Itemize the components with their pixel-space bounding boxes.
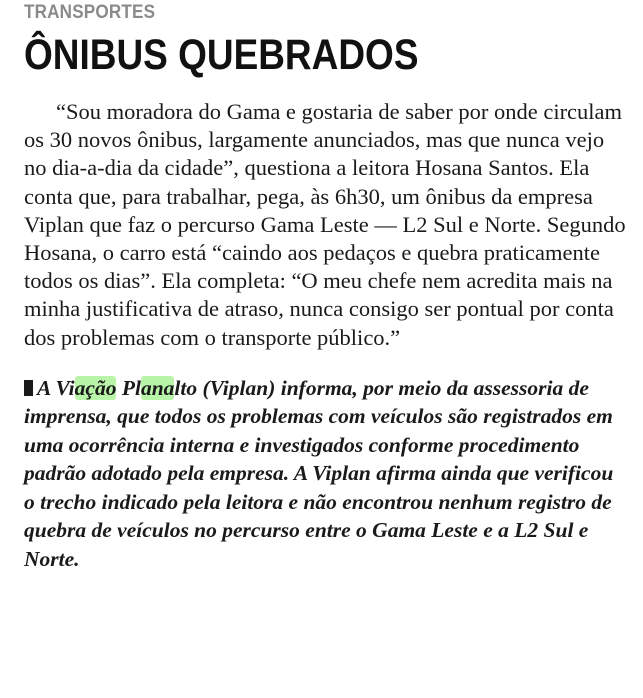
- paragraph-marker-icon: [24, 380, 33, 396]
- reply-rest: lto (Viplan) informa, por meio da assessoria de imprensa, que todos os problemas com veículos são registrados em uma ocorrência interna e investigados conforme procedimento padrão adotado pela empresa. A Viplan afirma ainda que verificou o trecho indicado pela leitora e não encontrou nenhum registro de quebra de veículos no percurso entre o Gama Leste e a L2 Sul e Norte.: [24, 375, 614, 571]
- article-body: “Sou moradora do Gama e gostaria de saber por onde circulam os 30 novos ônibus, largamente anunciados, mas que nunca vejo no dia-a-dia da cidade”, questiona a leitora Hosana Santos. Ela conta que, para trabalhar, pega, às 6h30, um ônibus da empresa Viplan que faz o percurso Gama Leste — L2 Sul e Norte. Segundo Hosana, o carro está “caindo aos pedaços e quebra praticamente todos os dias”. Ela completa: “O meu chefe nem acredita mais na minha justificativa de atraso, nunca consigo ser pontual por conta dos problemas com o transporte público.”: [24, 99, 626, 350]
- highlighted-text: ação: [74, 375, 117, 400]
- highlighted-text: ana: [140, 375, 175, 400]
- section-label: TRANSPORTES: [24, 2, 156, 23]
- headline: ÔNIBUS QUEBRADOS: [24, 31, 419, 79]
- reply-prefix: A Vi: [37, 375, 75, 400]
- reply-mid: Pl: [116, 375, 141, 400]
- company-reply: [24, 374, 629, 574]
